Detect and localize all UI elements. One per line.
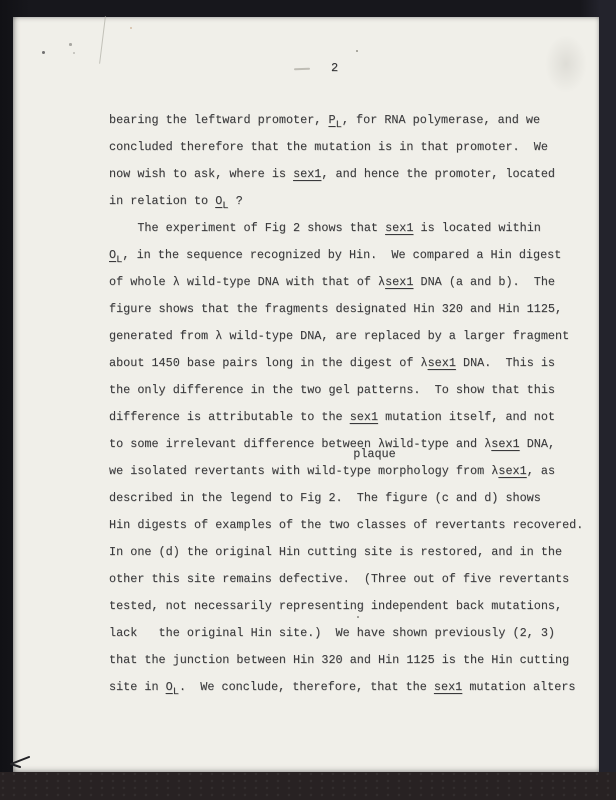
text-segment: site in — [109, 680, 166, 694]
underlined-text: sex1 — [349, 410, 379, 424]
underlined-text: sex1 — [385, 275, 414, 289]
text-line — [109, 242, 599, 269]
text-line — [109, 215, 599, 242]
text-segment: , in the sequence recognized by Hin. We compared a Hin digest — [122, 248, 562, 262]
text-line — [109, 188, 599, 215]
typewritten-text — [109, 107, 599, 701]
underlined-text: O — [109, 248, 117, 262]
text-segment: generated from λ wild-type DNA, are replaced by a larger fragment — [109, 329, 570, 343]
text-line — [109, 593, 599, 620]
text-line — [109, 107, 599, 134]
underlined-text: sex1 — [498, 464, 527, 478]
text-segment: . We conclude, therefore, that the — [179, 680, 434, 694]
text-segment: Hin digests of examples of the two classes of revertants recovered. — [109, 518, 584, 532]
underlined-text: sex1 — [433, 680, 463, 694]
text-segment: now wish to ask, where is — [109, 167, 294, 181]
text-line — [109, 269, 599, 296]
text-segment: described in the legend to Fig 2. The figure (c and d) shows — [109, 491, 541, 505]
text-segment: other this site remains defective. (Three out of five revertants — [109, 572, 570, 586]
text-segment: in relation to — [109, 194, 216, 208]
text-line — [109, 539, 599, 566]
underlined-text: O — [165, 680, 173, 694]
text-segment: about 1450 base pairs long in the digest of λ — [109, 356, 428, 370]
text-line — [109, 674, 599, 701]
text-segment: figure shows that the fragments designated Hin 320 and Hin 1125, — [109, 302, 563, 316]
text-segment: The experiment of Fig 2 shows that — [109, 221, 386, 235]
text-line — [109, 161, 599, 188]
subscript-text: L — [116, 254, 123, 266]
text-line — [109, 296, 599, 323]
text-segment: the only difference in the two gel patterns. To show that this — [109, 383, 555, 397]
text-segment: DNA. This is — [455, 356, 556, 370]
text-line — [109, 323, 599, 350]
text-line — [109, 566, 599, 593]
underlined-text: sex1 — [427, 356, 456, 370]
manuscript-page — [13, 17, 599, 772]
text-line — [109, 485, 599, 512]
text-line — [109, 647, 599, 674]
text-line — [109, 350, 599, 377]
text-line — [109, 512, 599, 539]
underlined-text: O — [215, 194, 223, 208]
text-line — [109, 377, 599, 404]
underlined-text: P — [328, 113, 336, 127]
text-segment: of whole λ wild-type DNA with that of λ — [109, 275, 386, 289]
page-number: 2 — [331, 61, 339, 75]
text-segment: mutation alters — [462, 680, 576, 694]
text-segment: plaque — [353, 447, 396, 461]
text-segment: In one (d) the original Hin cutting site is restored, and in the — [109, 545, 563, 559]
text-line — [109, 620, 599, 647]
underlined-text: sex1 — [385, 221, 414, 235]
text-segment: tested, not necessarily representing independent back mutations, — [109, 599, 563, 613]
text-segment: , and hence the promoter, located — [321, 167, 556, 181]
text-segment: lack the original Hin site.) We have shown previously (2, 3) — [109, 626, 555, 640]
text-segment: we isolated revertants with wild-type morphology from λ — [109, 464, 499, 478]
text-segment: mutation itself, and not — [378, 410, 556, 424]
subscript-text: L — [335, 119, 342, 131]
text-segment: DNA (a and b). The — [413, 275, 556, 289]
text-segment: , as — [526, 464, 556, 478]
text-segment: , for RNA polymerase, and we — [341, 113, 541, 127]
text-segment: ? — [228, 194, 243, 208]
text-segment: is located within — [413, 221, 541, 235]
text-line — [109, 134, 599, 161]
text-segment: to some irrelevant difference between λwild-type and λ — [109, 437, 492, 451]
text-segment: that the junction between Hin 320 and Hin 1125 is the Hin cutting — [109, 653, 570, 667]
text-segment: bearing the leftward promoter, — [109, 113, 329, 127]
subscript-text: L — [222, 200, 229, 212]
scanner-bottom-band — [0, 772, 616, 800]
text-segment: difference is attributable to the — [109, 410, 350, 424]
underlined-text: sex1 — [293, 167, 322, 181]
text-line — [109, 458, 599, 485]
text-segment: concluded therefore that the mutation is in that promoter. We — [109, 140, 548, 154]
subscript-text: L — [172, 686, 180, 698]
text-segment: DNA, — [519, 437, 556, 451]
underlined-text: sex1 — [491, 437, 520, 451]
text-line — [109, 404, 599, 431]
